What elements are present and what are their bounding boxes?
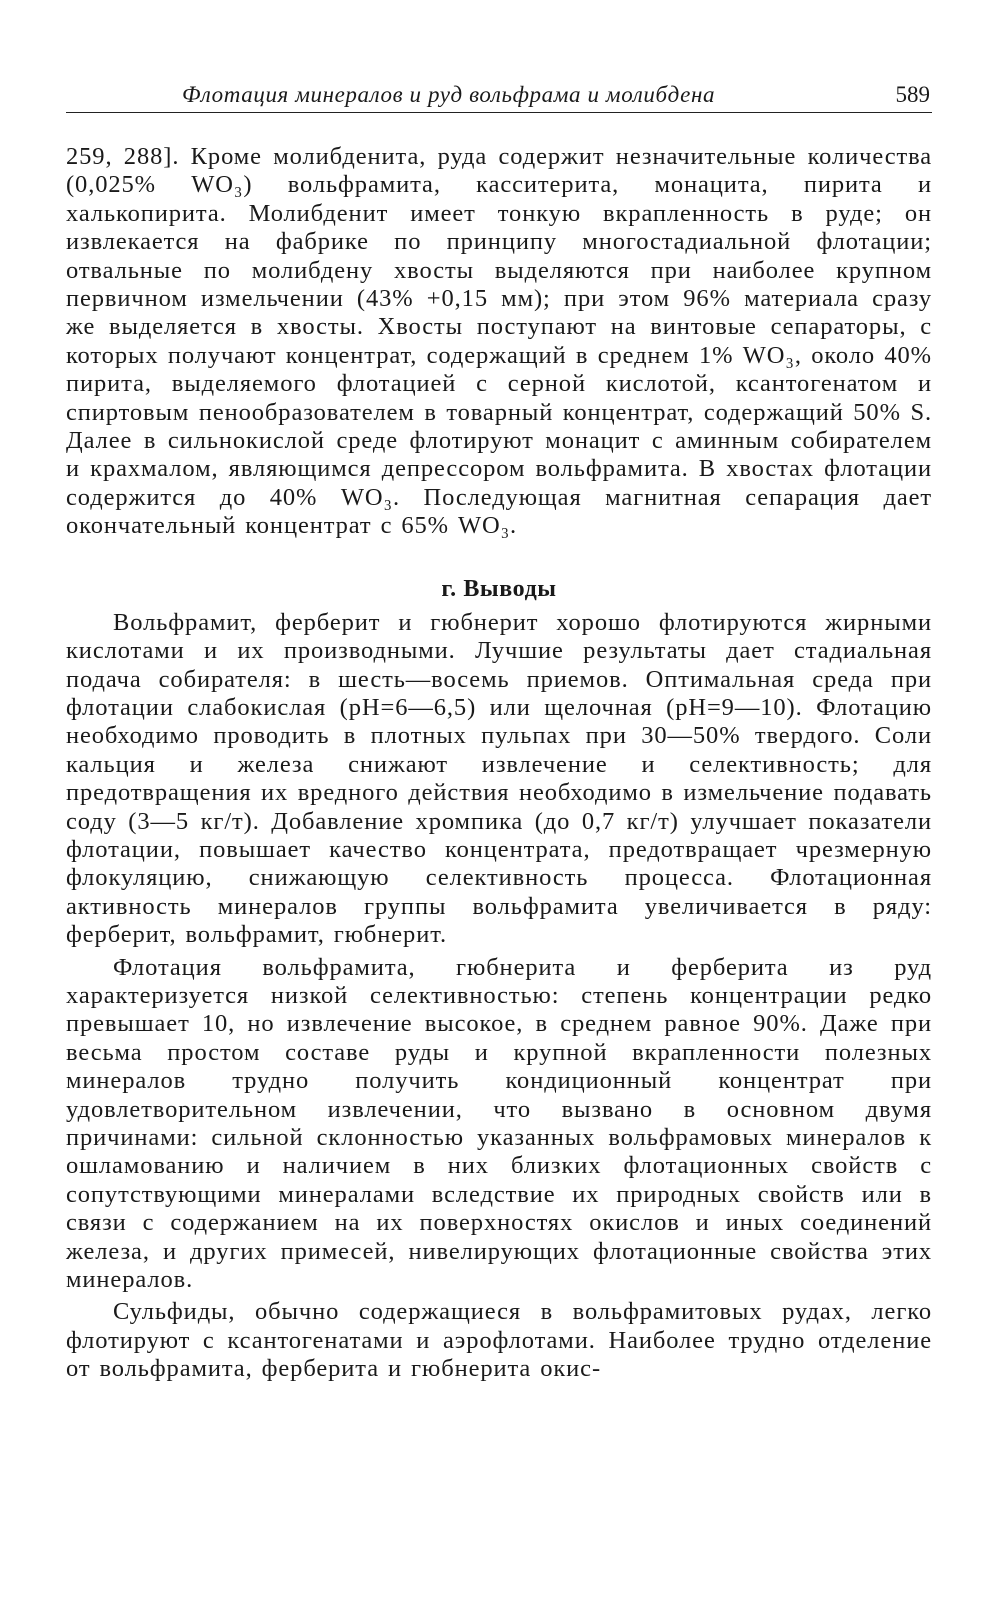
page-number: 589: [895, 82, 930, 107]
paragraph: Сульфиды, обычно содержащиеся в вольфрамитовых рудах, легко флотируют с ксантогенатами и аэрофлотами. Наиболее трудно отделение от вольфрамита, ферберита и гюбнерита окис-: [66, 1298, 932, 1383]
running-title: Флотация минералов и руд вольфрама и молибдена: [182, 82, 716, 107]
section-heading: г. Выводы: [441, 575, 557, 602]
running-header: [66, 72, 932, 113]
book-page: [66, 72, 932, 1384]
paragraph: Вольфрамит, ферберит и гюбнерит хорошо флотируются жирными кислотами и их производными. Лучшие результаты дает стадиальная подача собирателя: в шесть—восемь приемов. Оптимальная среда при флотации слабокислая (pH=6—6,5) или щелочная (pH=9—10). Флотацию необходимо проводить в плотных пульпах при 30—50% твердого. Соли кальция и железа снижают извлечение и селективность; для предотвращения их вредного действия необходимо в измельчение подавать соду (3—5 кг/т). Добавление хромпика (до 0,7 кг/т) улучшает показатели флотации, повышает качество концентрата, предотвращает чрезмерную флокуляцию, снижающую селективность процесса. Флотационная активность минералов группы вольфрамита увеличивается в ряду: ферберит, вольфрамит, гюбнерит.: [66, 608, 932, 949]
paragraph: Флотация вольфрамита, гюбнерита и ферберита из руд характеризуется низкой селективностью: степень концентрации редко превышает 10, но извлечение высокое, в среднем равное 90%. Даже при весьма простом составе руды и крупной вкрапленности полезных минералов трудно получить кондиционный концентрат при удовлетворительном извлечении, что вызвано в основном двумя причинами: сильной склонностью указанных вольфрамовых минералов к ошламованию и наличием в них близких флотационных свойств с сопутствующими минералами вследствие их природных свойств или в связи с содержанием на их поверхностях окислов и иных соединений железа, и других примесей, нивелирующих флотационные свойства этих минералов.: [66, 953, 932, 1294]
paragraph-continued: 259, 288]. Кроме молибденита, руда содержит незначительные количества (0,025% WO₃) вольфрамита, касситерита, монацита, пирита и халькопирита. Молибденит имеет тонкую вкрапленность в руде; он извлекается на фабрике по принципу многостадиальной флотации; отвальные по молибдену хвосты выделяются при наиболее крупном первичном измельчении (43% +0,15 мм); при этом 96% материала сразу же выделяется в хвосты. Хвосты поступают на винтовые сепараторы, с которых получают концентрат, содержащий в среднем 1% WO₃, около 40% пирита, выделяемого флотацией с серной кислотой, ксантогенатом и спиртовым пенообразователем в товарный концентрат, содержащий 50% S. Далее в сильнокислой среде флотируют монацит с аминным собирателем и крахмалом, являющимся депрессором вольфрамита. В хвостах флотации содержится до 40% WO₃. Последующая магнитная сепарация дает окончательный концентрат с 65% WO₃.: [66, 143, 932, 540]
